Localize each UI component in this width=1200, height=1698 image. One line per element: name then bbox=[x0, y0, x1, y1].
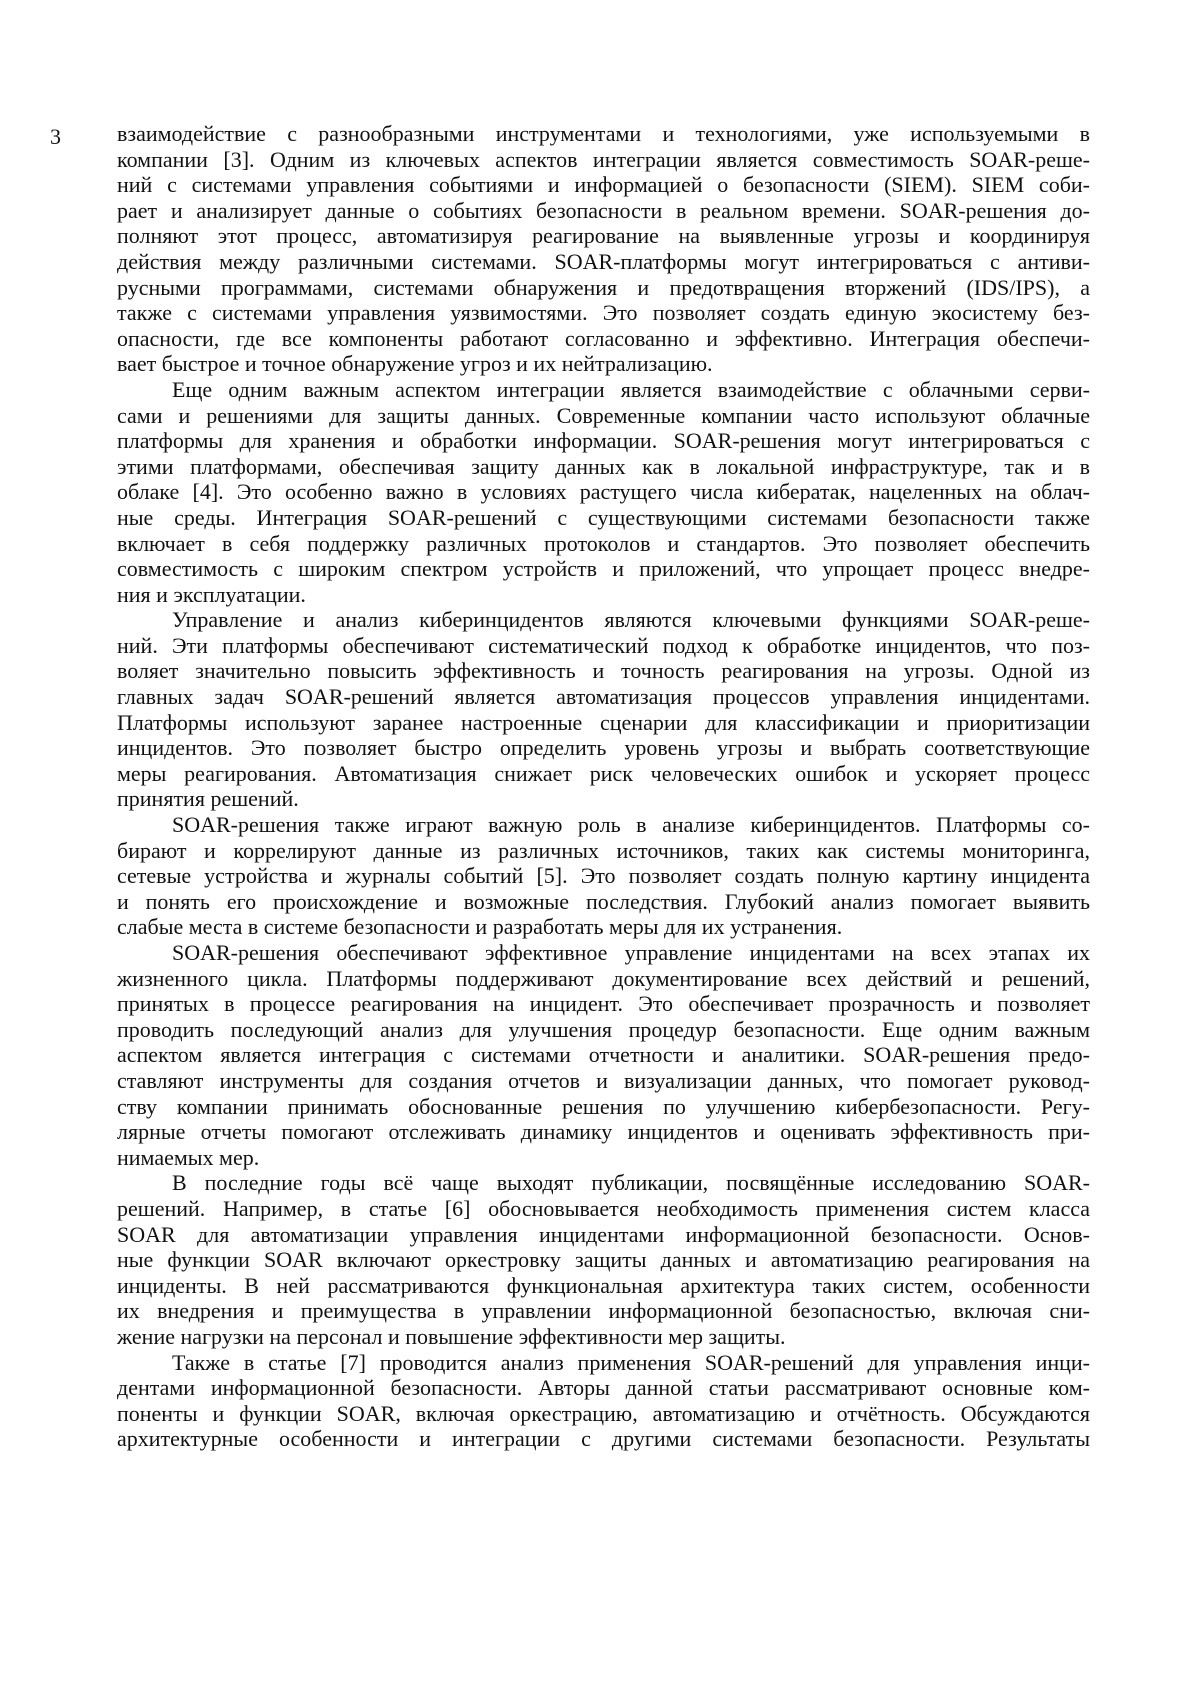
text-line: Платформы используют заранее настроенные сценарии для классификации и приоритизации bbox=[117, 710, 1090, 736]
text-line: бирают и коррелируют данные из различных источников, таких как системы мониторинга, bbox=[117, 838, 1090, 864]
text-line: этими платформами, обеспечивая защиту данных как в локальной инфраструктуре, так и в bbox=[117, 454, 1090, 480]
paragraph bbox=[117, 1350, 1090, 1452]
text-line: и понять его происхождение и возможные последствия. Глубокий анализ помогает выявить bbox=[117, 889, 1090, 915]
text-line: также с системами управления уязвимостями. Это позволяет создать единую экосистему без- bbox=[117, 300, 1090, 326]
text-line: опасности, где все компоненты работают согласованно и эффективно. Интеграция обеспечи- bbox=[117, 326, 1090, 352]
text-line: сетевые устройства и журналы событий [5]. Это позволяет создать полную картину инцидента bbox=[117, 863, 1090, 889]
text-line: Еще одним важным аспектом интеграции является взаимодействие с облачными серви- bbox=[117, 377, 1090, 403]
text-line: совместимость с широким спектром устройств и приложений, что упрощает процесс внедре- bbox=[117, 556, 1090, 582]
text-line: Также в статье [7] проводится анализ применения SOAR-решений для управления инци- bbox=[117, 1350, 1090, 1376]
text-line: ству компании принимать обоснованные решения по улучшению кибербезопасности. Регу- bbox=[117, 1094, 1090, 1120]
text-line: платформы для хранения и обработки информации. SOAR-решения могут интегрироваться с bbox=[117, 428, 1090, 454]
paragraph bbox=[117, 121, 1090, 377]
text-line: ния и эксплуатации. bbox=[117, 582, 1090, 608]
text-line: компании [3]. Одним из ключевых аспектов интеграции является совместимость SOAR-реше- bbox=[117, 147, 1090, 173]
text-line: проводить последующий анализ для улучшения процедур безопасности. Еще одним важным bbox=[117, 1017, 1090, 1043]
text-line: жение нагрузки на персонал и повышение эффективности мер защиты. bbox=[117, 1324, 1090, 1350]
text-line: рает и анализирует данные о событиях безопасности в реальном времени. SOAR-решения до- bbox=[117, 198, 1090, 224]
paragraph bbox=[117, 1170, 1090, 1349]
text-line: архитектурные особенности и интеграции с другими системами безопасности. Результаты bbox=[117, 1426, 1090, 1452]
text-line: воляет значительно повысить эффективность и точность реагирования на угрозы. Одной из bbox=[117, 658, 1090, 684]
text-line: поненты и функции SOAR, включая оркестрацию, автоматизацию и отчётность. Обсуждаются bbox=[117, 1401, 1090, 1427]
body-text bbox=[117, 121, 1090, 1452]
text-line: полняют этот процесс, автоматизируя реагирование на выявленные угрозы и координируя bbox=[117, 223, 1090, 249]
text-line: SOAR для автоматизации управления инцидентами информационной безопасности. Основ- bbox=[117, 1222, 1090, 1248]
text-line: Управление и анализ киберинцидентов являются ключевыми функциями SOAR-реше- bbox=[117, 607, 1090, 633]
text-line: меры реагирования. Автоматизация снижает риск человеческих ошибок и ускоряет процесс bbox=[117, 761, 1090, 787]
text-line: решений. Например, в статье [6] обосновывается необходимость применения систем класса bbox=[117, 1196, 1090, 1222]
text-line: инциденты. В ней рассматриваются функциональная архитектура таких систем, особенности bbox=[117, 1273, 1090, 1299]
text-line: ний с системами управления событиями и информацией о безопасности (SIEM). SIEM соби- bbox=[117, 172, 1090, 198]
text-line: инцидентов. Это позволяет быстро определить уровень угрозы и выбрать соответствующие bbox=[117, 735, 1090, 761]
paragraph bbox=[117, 377, 1090, 607]
text-line: ставляют инструменты для создания отчетов и визуализации данных, что помогает руковод- bbox=[117, 1068, 1090, 1094]
paragraph bbox=[117, 940, 1090, 1170]
text-line: принятия решений. bbox=[117, 786, 1090, 812]
text-line: В последние годы всё чаще выходят публикации, посвящённые исследованию SOAR- bbox=[117, 1170, 1090, 1196]
text-line: ные среды. Интеграция SOAR-решений с существующими системами безопасности также bbox=[117, 505, 1090, 531]
text-line: SOAR-решения также играют важную роль в анализе киберинцидентов. Платформы со- bbox=[117, 812, 1090, 838]
text-line: русными программами, системами обнаружения и предотвращения вторжений (IDS/IPS), а bbox=[117, 275, 1090, 301]
page-number: 3 bbox=[50, 124, 61, 150]
text-line: ные функции SOAR включают оркестровку защиты данных и автоматизацию реагирования на bbox=[117, 1247, 1090, 1273]
text-line: лярные отчеты помогают отслеживать динамику инцидентов и оценивать эффективность при- bbox=[117, 1119, 1090, 1145]
text-line: нимаемых мер. bbox=[117, 1145, 1090, 1171]
text-line: их внедрения и преимущества в управлении информационной безопасностью, включая сни- bbox=[117, 1298, 1090, 1324]
text-line: дентами информационной безопасности. Авторы данной статьи рассматривают основные ком- bbox=[117, 1375, 1090, 1401]
text-line: вает быстрое и точное обнаружение угроз и их нейтрализацию. bbox=[117, 351, 1090, 377]
text-line: слабые места в системе безопасности и разработать меры для их устранения. bbox=[117, 914, 1090, 940]
text-line: включает в себя поддержку различных протоколов и стандартов. Это позволяет обеспечить bbox=[117, 531, 1090, 557]
text-line: SOAR-решения обеспечивают эффективное управление инцидентами на всех этапах их bbox=[117, 940, 1090, 966]
text-line: принятых в процессе реагирования на инцидент. Это обеспечивает прозрачность и позволяет bbox=[117, 991, 1090, 1017]
text-line: жизненного цикла. Платформы поддерживают документирование всех действий и решений, bbox=[117, 966, 1090, 992]
text-line: главных задач SOAR-решений является автоматизация процессов управления инцидентами. bbox=[117, 684, 1090, 710]
text-line: действия между различными системами. SOAR-платформы могут интегрироваться с антиви- bbox=[117, 249, 1090, 275]
text-line: аспектом является интеграция с системами отчетности и аналитики. SOAR-решения предо- bbox=[117, 1042, 1090, 1068]
text-line: ний. Эти платформы обеспечивают систематический подход к обработке инцидентов, что поз- bbox=[117, 633, 1090, 659]
text-line: сами и решениями для защиты данных. Современные компании часто используют облачные bbox=[117, 403, 1090, 429]
text-line: взаимодействие с разнообразными инструментами и технологиями, уже используемыми в bbox=[117, 121, 1090, 147]
paragraph bbox=[117, 607, 1090, 812]
text-line: облаке [4]. Это особенно важно в условиях растущего числа кибератак, нацеленных на облач- bbox=[117, 479, 1090, 505]
paragraph bbox=[117, 812, 1090, 940]
